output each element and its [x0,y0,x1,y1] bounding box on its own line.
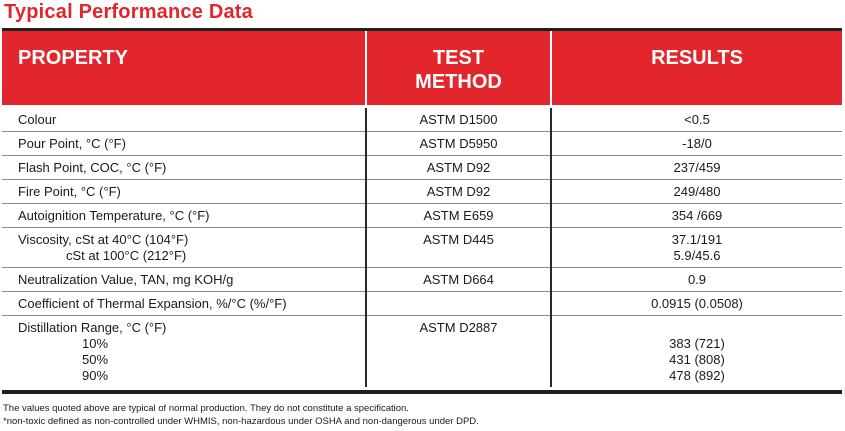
property-cell: Autoignition Temperature, °C (°F) [2,204,366,228]
header-property: PROPERTY [18,47,129,69]
header-test-method-line1: TEST [432,47,485,69]
property-subline: cSt at 100°C (212°F) [66,248,187,263]
method-cell: ASTM E659 [366,204,551,228]
result-cell: <0.5 [551,108,842,132]
table-row [2,204,842,228]
table-row [2,180,842,204]
distillation-result-90: 478 (892) [669,368,725,383]
method-cell: ASTM D445 [366,228,551,268]
table-row [2,316,842,388]
property-line: Distillation Range, °C (°F) [18,320,167,335]
property-cell: Flash Point, COC, °C (°F) [2,156,366,180]
distillation-label-10: 10% [82,336,109,351]
performance-table [2,31,842,387]
result-cell: 249/480 [551,180,842,204]
property-cell: Neutralization Value, TAN, mg KOH/g [2,268,366,292]
property-cell [2,228,366,268]
property-cell: Colour [2,108,366,132]
method-cell [366,292,551,316]
result-cell [551,228,842,268]
footnote-typical: The values quoted above are typical of normal production. They do not constitute a specification. [3,403,409,414]
header-test-method [366,31,551,105]
distillation-result-10: 383 (721) [669,336,725,351]
property-line: Viscosity, cSt at 40°C (104°F) [18,232,189,247]
header-results: RESULTS [551,31,842,105]
property-cell: Pour Point, °C (°F) [2,132,366,156]
table-row [2,228,842,268]
distillation-label-90: 90% [82,368,109,383]
table-row [2,268,842,292]
method-cell: ASTM D92 [366,180,551,204]
table-row [2,156,842,180]
result-cell [551,316,842,388]
result-cell: 237/459 [551,156,842,180]
method-cell: ASTM D5950 [366,132,551,156]
table-row [2,108,842,132]
table-row [2,132,842,156]
result-line: 37.1/191 [671,232,723,247]
property-cell: Coefficient of Thermal Expansion, %/°C (%/°F) [2,292,366,316]
result-cell: 0.9 [551,268,842,292]
result-spacer [552,320,842,336]
table-header-row [2,31,842,105]
result-subline: 5.9/45.6 [673,248,721,263]
result-cell: 0.0915 (0.0508) [551,292,842,316]
method-cell: ASTM D1500 [366,108,551,132]
result-cell: -18/0 [551,132,842,156]
page-title: Typical Performance Data [4,1,253,23]
property-cell: Fire Point, °C (°F) [2,180,366,204]
distillation-result-50: 431 (808) [669,352,725,367]
method-cell: ASTM D92 [366,156,551,180]
result-cell: 354 /669 [551,204,842,228]
method-cell: ASTM D664 [366,268,551,292]
method-cell: ASTM D2887 [366,316,551,388]
table-row [2,292,842,316]
footnote-non-toxic: *non-toxic defined as non-controlled under WHMIS, non-hazardous under OSHA and non-dangerous under DPD. [3,416,479,427]
distillation-label-50: 50% [82,352,109,367]
header-test-method-line2: METHOD [415,71,502,93]
bottom-rule [2,390,842,394]
property-cell [2,316,366,388]
